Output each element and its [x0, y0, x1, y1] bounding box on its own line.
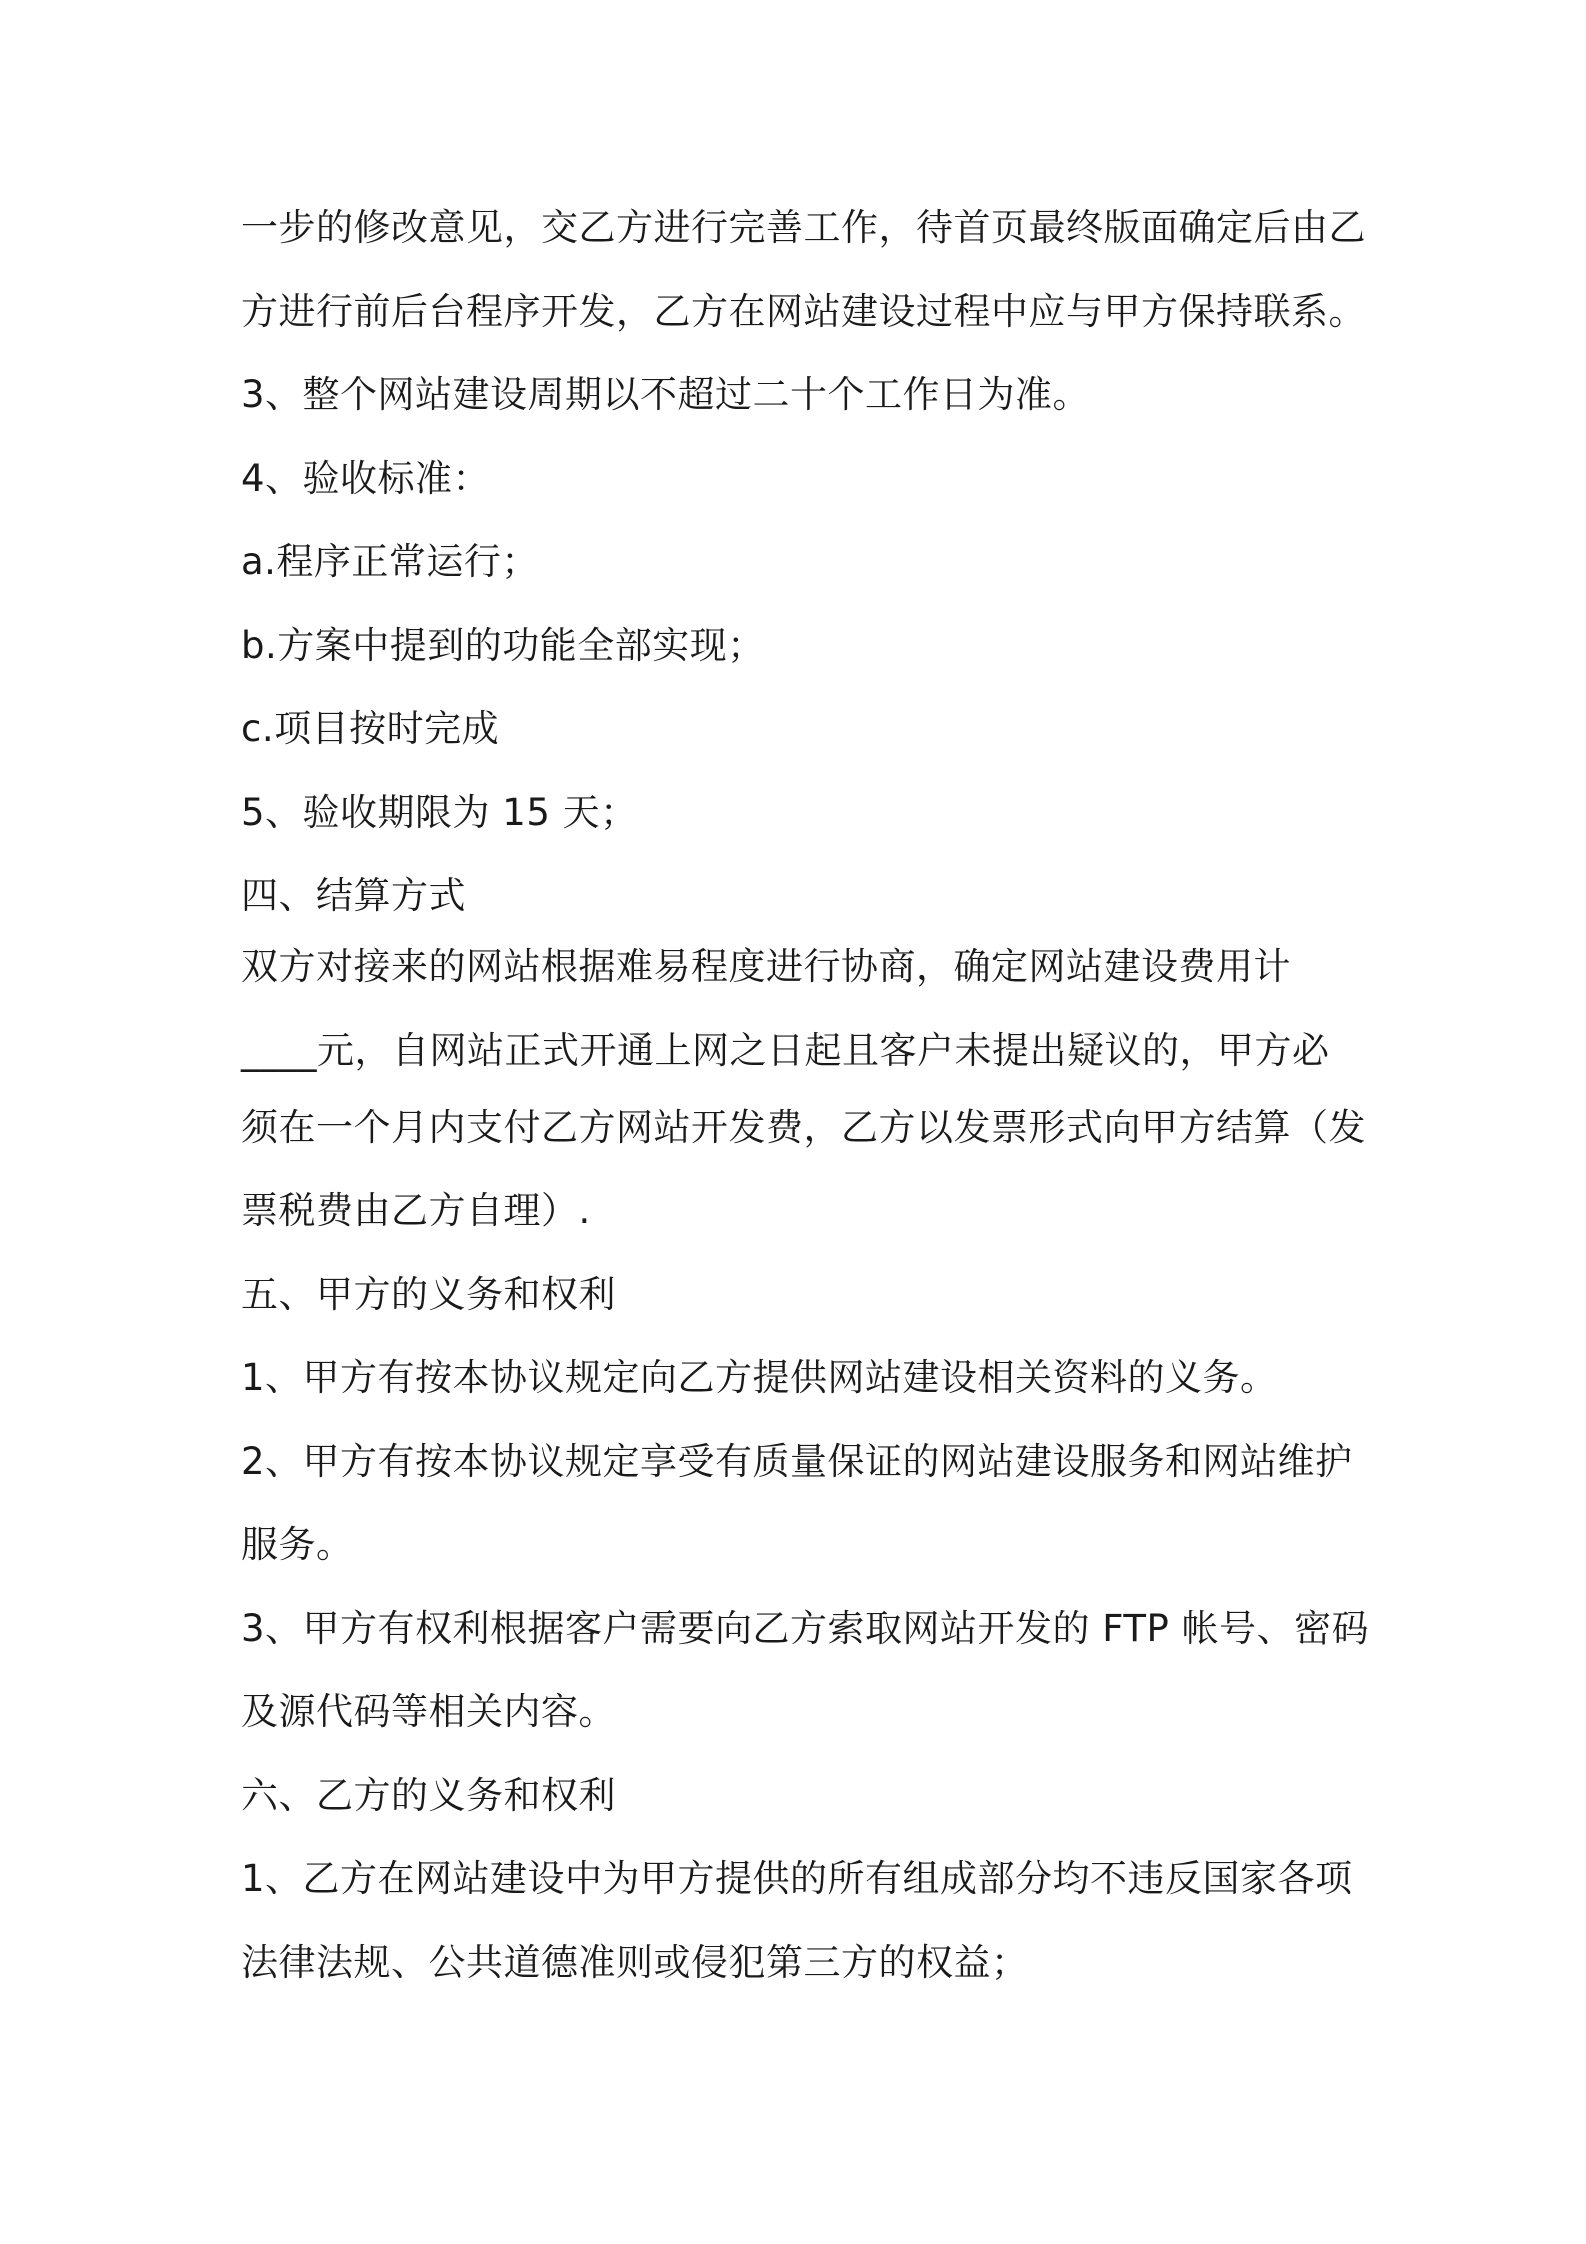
- paragraph-line: 双方对接来的网站根据难易程度进行协商，确定网站建设费用计: [241, 945, 1291, 988]
- section-heading: 六、乙方的义务和权利: [241, 1773, 616, 1817]
- clause-line: 4、验收标准：: [241, 456, 491, 500]
- clause-line: 服务。: [241, 1523, 354, 1566]
- clause-line: 2、甲方有按本协议规定享受有质量保证的网站建设服务和网站维护: [241, 1439, 1353, 1483]
- clause-line: 及源代码等相关内容。: [241, 1690, 616, 1733]
- clause-line: 1、乙方在网站建设中为甲方提供的所有组成部分均不违反国家各项: [241, 1857, 1353, 1900]
- clause-item: b.方案中提到的功能全部实现；: [241, 623, 765, 667]
- clause-line: 5、验收期限为 15 天；: [241, 790, 638, 834]
- clause-line: 法律法规、公共道德准则或侵犯第三方的权益；: [241, 1940, 1029, 1984]
- section-heading: 五、甲方的义务和权利: [241, 1272, 616, 1316]
- clause-line: 1、甲方有按本协议规定向乙方提供网站建设相关资料的义务。: [241, 1356, 1278, 1399]
- paragraph-line: 一步的修改意见，交乙方进行完善工作，待首页最终版面确定后由乙: [241, 206, 1366, 249]
- clause-item: a.程序正常运行；: [241, 540, 539, 583]
- paragraph-line: ____元，自网站正式开通上网之日起且客户未提出疑议的，甲方必: [241, 1028, 1330, 1072]
- document-body: [241, 198, 1370, 2016]
- paragraph-line: 票税费由乙方自理）.: [241, 1189, 591, 1232]
- paragraph-line: 方进行前后台程序开发，乙方在网站建设过程中应与甲方保持联系。: [241, 289, 1366, 333]
- clause-item: c.项目按时完成: [241, 707, 500, 750]
- section-heading: 四、结算方式: [241, 874, 466, 917]
- clause-line: 3、整个网站建设周期以不超过二十个工作日为准。: [241, 373, 1091, 416]
- paragraph-line: 须在一个月内支付乙方网站开发费，乙方以发票形式向甲方结算（发: [241, 1105, 1366, 1149]
- clause-line: 3、甲方有权利根据客户需要向乙方索取网站开发的 FTP 帐号、密码: [241, 1606, 1370, 1650]
